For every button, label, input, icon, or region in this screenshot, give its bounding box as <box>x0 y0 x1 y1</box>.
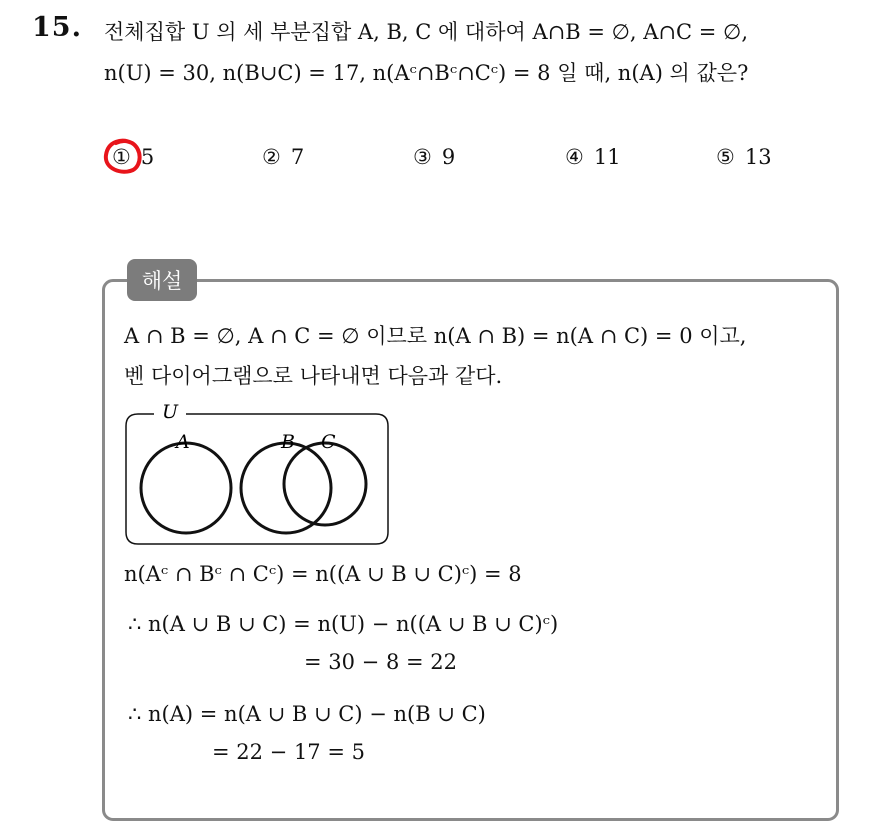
venn-diagram <box>124 400 392 550</box>
solution-tag: 해설 <box>127 259 197 301</box>
choice-4-number: ④ <box>565 145 584 169</box>
question-text-line-1: 전체집합 U 의 세 부분집합 A, B, C 에 대하여 A∩B = ∅, A∩C = ∅, <box>104 20 748 44</box>
question-text-line-2: n(U) = 30, n(B∪C) = 17, n(Aᶜ∩Bᶜ∩Cᶜ) = 8 일 때, n(A) 의 값은? <box>104 61 749 85</box>
choice-5-number: ⑤ <box>716 145 735 169</box>
answer-mark-circle <box>102 137 144 177</box>
universe-frame <box>126 414 388 544</box>
solution-equation-4: ∴ n(A) = n(A ∪ B ∪ C) − n(B ∪ C) <box>128 702 486 726</box>
choice-1-value: 5 <box>140 145 155 169</box>
solution-equation-1: n(Aᶜ ∩ Bᶜ ∩ Cᶜ) = n((A ∪ B ∪ C)ᶜ) = 8 <box>124 562 522 586</box>
set-b-label: B <box>281 431 295 453</box>
universe-label: U <box>162 401 179 423</box>
choice-4[interactable] <box>565 145 621 169</box>
set-c-label: C <box>321 431 336 453</box>
solution-equation-2: ∴ n(A ∪ B ∪ C) = n(U) − n((A ∪ B ∪ C)ᶜ) <box>128 612 559 636</box>
set-a-circle <box>141 443 231 533</box>
set-a-label: A <box>176 431 190 453</box>
choice-5-value: 13 <box>744 145 772 169</box>
choice-2[interactable] <box>262 145 304 169</box>
solution-line-1: A ∩ B = ∅, A ∩ C = ∅ 이므로 n(A ∩ B) = n(A ∩ C) = 0 이고, <box>124 324 747 348</box>
choice-2-value: 7 <box>290 145 305 169</box>
solution-equation-3: = 30 − 8 = 22 <box>304 650 457 674</box>
solution-line-2: 벤 다이어그램으로 나타내면 다음과 같다. <box>124 364 503 388</box>
choice-2-number: ② <box>262 145 281 169</box>
choice-4-value: 11 <box>593 145 621 169</box>
set-b-circle <box>241 443 331 533</box>
choice-1-number: ① <box>112 145 131 169</box>
choice-3-value: 9 <box>441 145 456 169</box>
question-number: 15. <box>32 12 82 43</box>
choice-3-number: ③ <box>413 145 432 169</box>
choice-5[interactable] <box>716 145 772 169</box>
solution-equation-5: = 22 − 17 = 5 <box>212 740 365 764</box>
choice-3[interactable] <box>413 145 455 169</box>
